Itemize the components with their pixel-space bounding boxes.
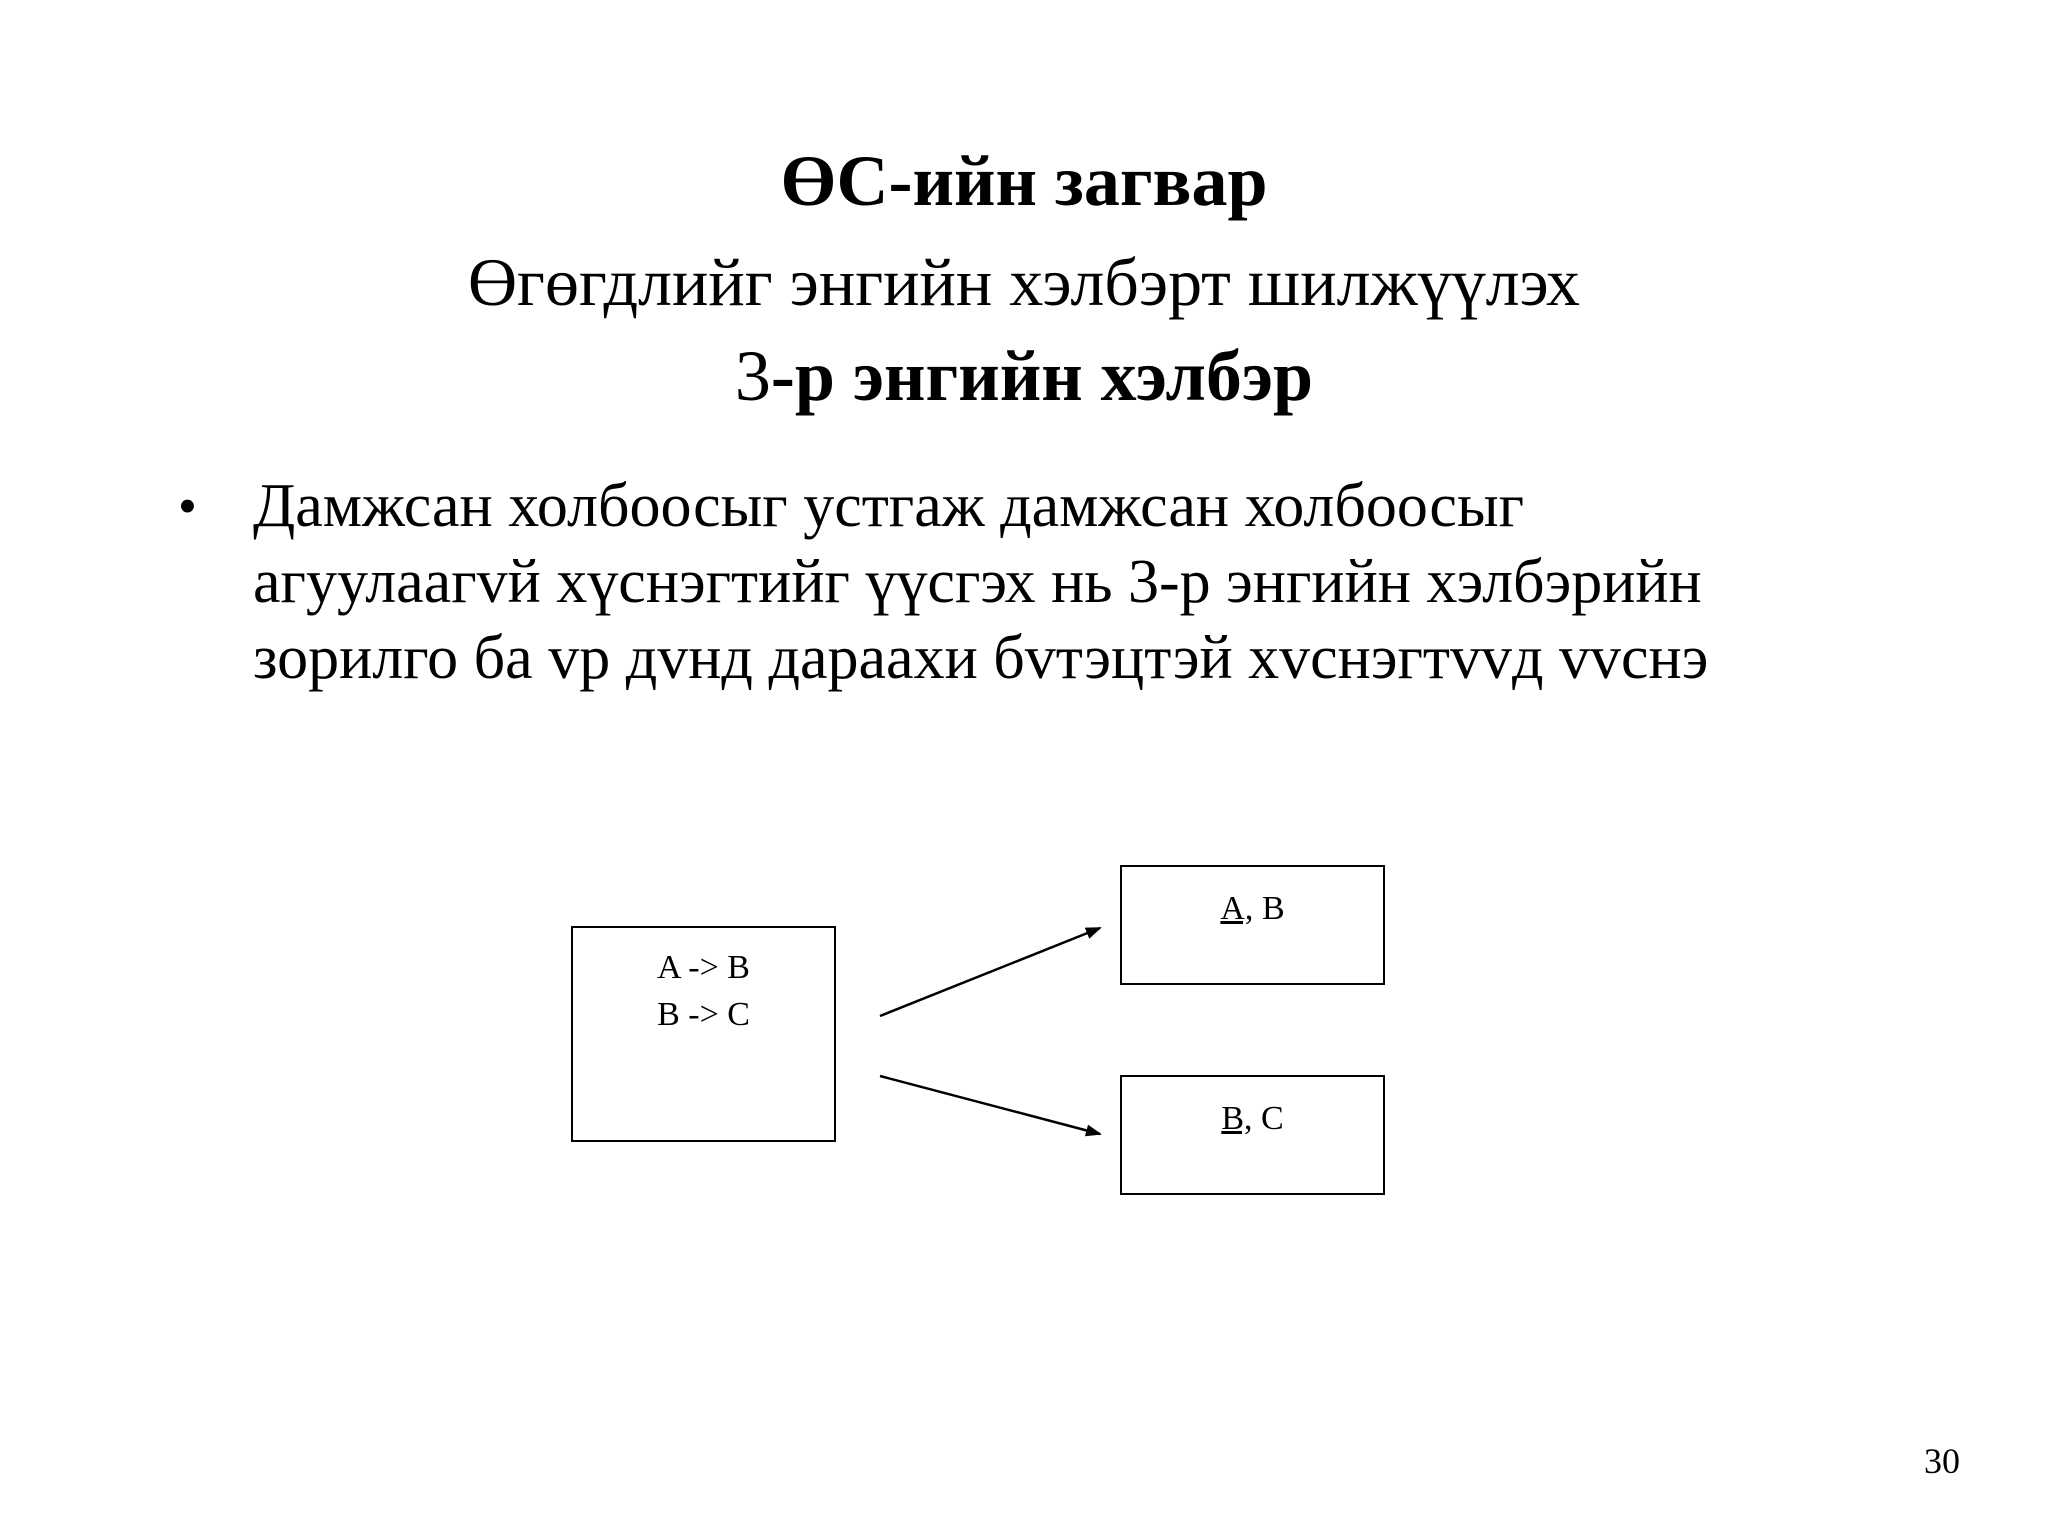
slide-title (0, 141, 2048, 221)
bullet-marker: • (178, 476, 197, 536)
title-line-2: Өгөгдлийг энгийн хэлбэрт шилжүүлэх (467, 244, 1581, 320)
title-line-1: ӨС-ийн загвар (780, 141, 1268, 221)
bullet-text (253, 468, 1953, 696)
slide-heading (0, 336, 2048, 416)
target-table-ab-box (1120, 865, 1385, 985)
bullet-line-3: зорилго ба vр дvнд дараахи бvтэцтэй хvснэгтvvд vvснэ (253, 624, 1709, 692)
dependency-b-c: B -> C (657, 996, 750, 1033)
slide-subtitle (0, 244, 2048, 320)
page-number: 30 (1924, 1441, 1960, 1481)
bullet-line-1: Дамжсан холбоосыг устгаж дамжсан холбоосыг (253, 472, 1525, 540)
arrow-to-ab (880, 928, 1100, 1016)
source-table-box (571, 926, 836, 1142)
title-line-3-text: -р энгийн хэлбэр (770, 336, 1314, 416)
attribute-b: B (1253, 890, 1285, 927)
primary-key-b: B, (1221, 1100, 1253, 1137)
dependency-a-b: A -> B (657, 949, 750, 986)
target-table-bc-box (1120, 1075, 1385, 1195)
arrow-to-bc (880, 1076, 1100, 1134)
bullet-line-2: агуулаагvй хүснэгтийг үүсгэх нь 3-р энгийн хэлбэрийн (253, 548, 1702, 616)
attribute-c: C (1252, 1100, 1284, 1137)
primary-key-a: A, (1220, 890, 1254, 927)
title-line-3-number: 3 (734, 336, 771, 416)
